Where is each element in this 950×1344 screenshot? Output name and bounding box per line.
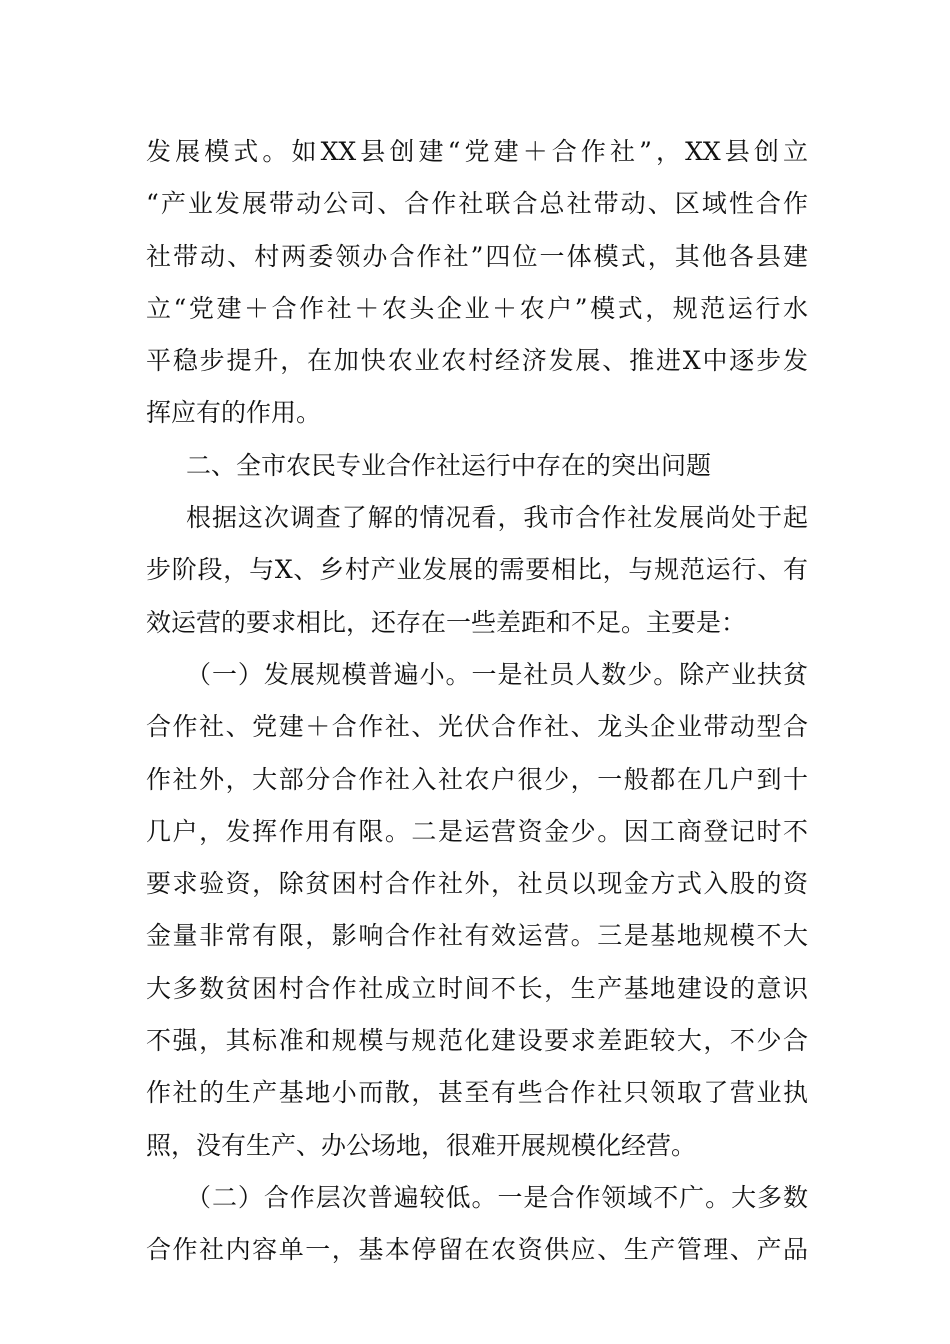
body-text (146, 126, 808, 1277)
text-line: 合作社内容单一，基本停留在农资供应、生产管理、产品 (146, 1235, 808, 1265)
text-line: 挥应有的作用。 (146, 398, 322, 428)
text-line: 作社外，大部分合作社入社农户很少，一般都在几户到十 (146, 764, 808, 794)
text-line: 社带动、村两委领办合作社”四位一体模式，其他各县建 (146, 241, 808, 271)
text-line: 步阶段，与X、乡村产业发展的需要相比，与规范运行、有 (146, 555, 808, 585)
text-line: 几户，发挥作用有限。二是运营资金少。因工商登记时不 (146, 816, 808, 846)
text-line: 金量非常有限，影响合作社有效运营。三是基地规模不大 (146, 921, 808, 951)
text-line: 发展模式。如XX县创建“党建＋合作社”，XX县创立 (146, 137, 808, 166)
text-line: 效运营的要求相比，还存在一些差距和不足。主要是： (146, 607, 747, 637)
text-line: “产业发展带动公司、合作社联合总社带动、区域性合作 (146, 189, 808, 219)
text-line: （一）发展规模普遍小。一是社员人数少。除产业扶贫 (186, 659, 808, 689)
text-line: （二）合作层次普遍较低。一是合作领域不广。大多数 (186, 1182, 808, 1212)
text-line: 照，没有生产、办公场地，很难开展规模化经营。 (146, 1130, 697, 1160)
text-line: 根据这次调查了解的情况看，我市合作社发展尚处于起 (186, 503, 808, 533)
text-line: 二、全市农民专业合作社运行中存在的突出问题 (186, 450, 712, 480)
text-line: 立“党建＋合作社＋农头企业＋农户”模式，规范运行水 (146, 293, 808, 323)
text-line: 作社的生产基地小而散，甚至有些合作社只领取了营业执 (146, 1078, 808, 1108)
text-line: 要求验资，除贫困村合作社外，社员以现金方式入股的资 (146, 869, 808, 899)
text-line: 大多数贫困村合作社成立时间不长，生产基地建设的意识 (146, 973, 808, 1003)
text-line: 不强，其标准和规模与规范化建设要求差距较大，不少合 (146, 1026, 808, 1056)
text-line: 合作社、党建＋合作社、光伏合作社、龙头企业带动型合 (146, 712, 808, 742)
text-line: 平稳步提升，在加快农业农村经济发展、推进X中逐步发 (146, 346, 808, 376)
